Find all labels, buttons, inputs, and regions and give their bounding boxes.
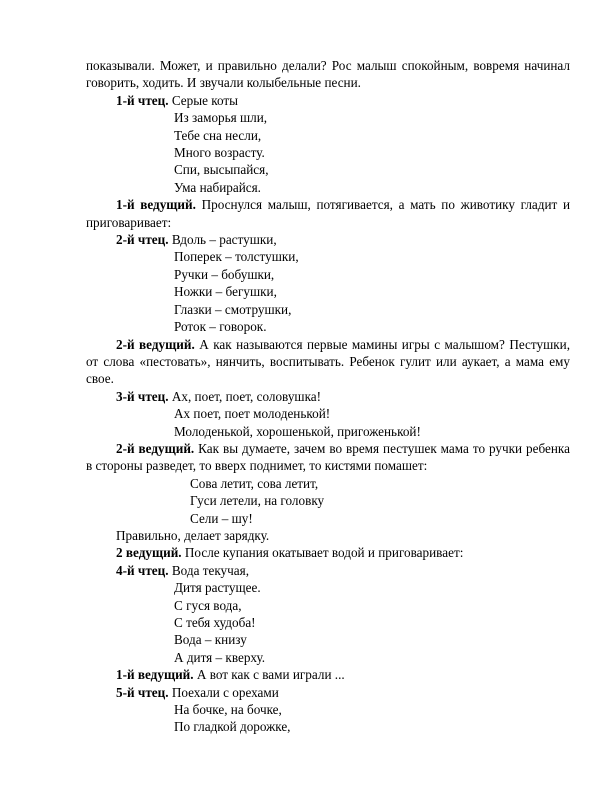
verse-line: Много возрасту.	[174, 145, 265, 161]
speaker-label: 3-й чтец.	[116, 388, 169, 404]
verse-line: А дитя – кверху.	[174, 649, 266, 665]
answer-paragraph: Правильно, делает зарядку.	[116, 527, 270, 543]
verse-line: Дитя растущее.	[174, 580, 261, 596]
host-1-play-paragraph: 1-й ведущий. А вот как с вами играли ...	[116, 667, 345, 683]
verse-first-line: Ах, поет, поет, соловушка!	[168, 388, 322, 404]
verse-line: С тебя худоба!	[174, 615, 256, 630]
reader-2-line	[86, 231, 570, 248]
reader-5-line	[86, 684, 570, 701]
verse-line: Из заморья шли,	[174, 110, 268, 126]
verse-line: Глазки – смотрушки,	[174, 301, 292, 317]
verse-line: Роток – говорок.	[174, 319, 267, 335]
verse-line: Тебе сна несли,	[174, 127, 262, 143]
speaker-label: 4-й чтец.	[116, 562, 169, 578]
verse-line: Молоденькой, хорошенькой, пригоженькой!	[174, 423, 421, 439]
verse-line: С гуся вода,	[174, 597, 242, 613]
host-2-paragraph: 2-й ведущий. А как называются первые мамины игры с малышом? Пестушки, от слова «пестовать», нянчить, воспитывать. Ребенок гулит или аукает, а мама ему свое.	[86, 336, 570, 387]
verse-line: По гладкой дорожке,	[174, 719, 291, 735]
reader-1-line	[86, 92, 570, 109]
verse-first-line: Поехали с орехами	[168, 684, 279, 700]
host-2-question-paragraph: 2-й ведущий. Как вы думаете, зачем во время пестушек мама то ручки ребенка в стороны разведет, то вверх поднимет, то кистями помашет:	[86, 440, 570, 474]
speaker-label: 2 ведущий.	[116, 545, 182, 561]
speaker-label: 5-й чтец.	[116, 684, 169, 700]
verse-line: Гуси летели, на головку	[190, 493, 325, 509]
verse-line: Ах поет, поет молоденькой!	[174, 406, 331, 422]
verse-line: Поперек – толстушки,	[174, 249, 299, 265]
verse-line: Сова летит, сова летит,	[190, 475, 319, 491]
speaker-label: 2-й ведущий.	[116, 336, 195, 352]
speaker-label: 2-й чтец.	[116, 232, 169, 248]
speaker-label: 1-й ведущий.	[116, 197, 196, 213]
document-page	[86, 57, 570, 736]
verse-first-line: Вдоль – растушки,	[168, 232, 277, 248]
verse-first-line: Вода текучая,	[168, 562, 249, 578]
verse-line: Ножки – бегушки,	[174, 284, 277, 300]
speaker-label: 2-й ведущий.	[116, 440, 195, 456]
reader-4-line	[86, 562, 570, 579]
verse-line: Вода – книзу	[174, 632, 247, 648]
intro-paragraph: показывали. Может, и правильно делали? Рос малыш спокойным, вовремя начинал говорить, ходить. И звучали колыбельные песни.	[86, 58, 570, 91]
host-2-bath-paragraph: 2 ведущий. После купания окатывает водой и приговаривает:	[116, 545, 464, 561]
verse-line: На бочке, на бочке,	[174, 702, 282, 718]
verse-first-line: Серые коты	[168, 92, 239, 108]
reader-3-line	[86, 388, 570, 405]
speaker-label: 1-й чтец.	[116, 92, 169, 108]
host-1-paragraph: 1-й ведущий. Проснулся малыш, потягивается, а мать по животику гладит и приговаривает:	[86, 197, 571, 230]
verse-line: Сели – шу!	[190, 510, 253, 526]
verse-line: Ума набирайся.	[174, 179, 261, 195]
verse-line: Спи, высыпайся,	[174, 162, 269, 178]
verse-line: Ручки – бобушки,	[174, 266, 275, 282]
speaker-label: 1-й ведущий.	[116, 667, 194, 683]
